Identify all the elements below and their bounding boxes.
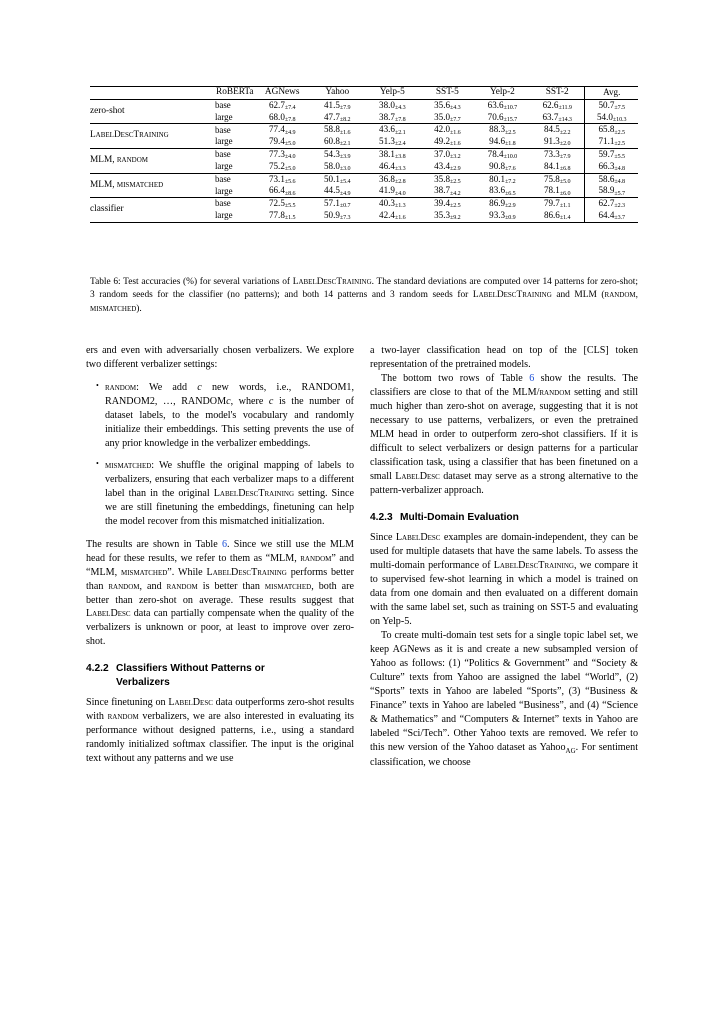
right-p4-text-b: . For sentiment classification, we choose (370, 741, 638, 769)
section-title-4-2-3: Multi-Domain Evaluation (400, 511, 519, 523)
left-p2-text-e: performs better than (86, 566, 354, 592)
table-cell-yelp2: 86.9±2.9 (475, 198, 530, 210)
table-cell-agnews: 79.4±5.0 (268, 136, 296, 148)
right-p3-text-c: , we compare it to supervised few-shot learning in which a model is trained on data from one domain and then evaluated on a different domain with the same label set, such as training on SST-5 and evaluating on Yelp-5. (370, 560, 638, 627)
table-cell-avg: 66.3±4.8 (585, 161, 638, 173)
table-cell-yahoo: 54.3±3.9 (310, 149, 365, 161)
table-cell-sst5: 49.2±1.6 (434, 136, 461, 148)
table-cell-sst2: 62.6±11.9 (530, 99, 585, 111)
table-cell-sst2: 73.3±7.9 (530, 149, 585, 161)
table-cell-yelp2: 70.6±15.7 (487, 111, 518, 123)
table-cell-sst2: 84.5±2.2 (530, 124, 585, 136)
table-cell-agnews: 73.1±5.6 (255, 173, 310, 185)
right-paragraph-2 (370, 372, 638, 498)
table-cell-model-size: large (214, 111, 233, 122)
section-title-4-2-2-line1: Classifiers Without Patterns or (116, 663, 265, 675)
right-p3-text-b: examples are domain-independent, they can be used for multiple datasets that have the same labels. To assess the multi-domain performance of (370, 532, 638, 572)
left-paragraph-2 (86, 538, 354, 650)
bullet-1-text-b: new words, i.e., RANDOM1, RANDOM2, …, RANDOM (105, 381, 354, 407)
table-cell-yelp5: 38.1±3.8 (365, 149, 420, 161)
results-table-container (90, 86, 638, 223)
body-column-right (370, 344, 638, 770)
table-cell-model-size: base (215, 198, 255, 210)
table-cell-yelp2: 80.1±7.2 (475, 173, 530, 185)
table-row (90, 149, 638, 161)
table-header-yelp2: Yelp-2 (475, 87, 530, 100)
table-cell-sst5: 38.7±4.2 (434, 185, 461, 197)
table-cell-avg: 65.8±2.5 (585, 124, 638, 136)
right-p2-text-a: The bottom two rows of Table (381, 372, 530, 384)
table-cell-sst5: 35.0±7.7 (434, 111, 461, 123)
left-p2-text-i: data can partially compensate when the quality of the verbalizers is unknown or poor, at least to improve over zero-shot. (86, 608, 354, 648)
table-row (90, 198, 638, 210)
right-p4-text-a: To create multi-domain test sets for a single topic label set, we keep AGNews as it is and create a new subsampled version of Yahoo as follows: (1) “Politics & Government” and “Society & Culture” texts from Yahoo are assigned the label “World”, (2) “Sports” texts in Yahoo are labeled “Sports”, (3) “Business & Finance” texts in Yahoo are labeled “Business”, and (4) “Science & Mathematics” and “Computers & Internet” texts in Yahoo are labeled “Sci/Tech”. Other Yahoo texts are removed. We refer to this new version of the Yahoo dataset as Yahoo (370, 629, 638, 753)
section-heading-4-2-2 (86, 662, 354, 689)
table-cell-yelp2: 90.8±7.6 (489, 160, 516, 173)
table-cell-model-size: large (214, 161, 233, 172)
right-p4-subscript: AG (565, 746, 576, 755)
bullet-1-var-c3: c (268, 395, 274, 407)
table-cell-yahoo: 60.8±2.1 (324, 136, 351, 148)
table-header-sst2: SST-2 (530, 87, 585, 100)
table-cell-yelp5: 40.3±1.3 (365, 198, 420, 210)
table-cell-model-size: large (214, 136, 233, 147)
table-cell-model-size: base (215, 149, 255, 161)
table-cell-yelp5: 51.3±2.4 (379, 136, 406, 148)
table-cell-agnews: 68.0±7.8 (268, 111, 296, 123)
table-cell-sst5: 43.4±2.9 (434, 160, 461, 173)
table-cell-model-size: large (214, 210, 233, 221)
bullet-2-term: mismatched (105, 459, 152, 471)
table-cell-agnews: 62.7±7.4 (255, 99, 310, 111)
table-row-label: LabelDescTraining (90, 124, 215, 149)
table-header-empty (90, 87, 215, 100)
results-table (90, 86, 638, 223)
table-cell-yelp2: 94.6±1.8 (489, 136, 516, 148)
section-heading-4-2-3 (370, 511, 638, 524)
caption-smallcaps-1: LabelDescTraining (292, 277, 372, 287)
table-cell-model-size: base (215, 124, 255, 136)
right-p3-text-a: Since (370, 532, 396, 544)
right-paragraph-1: a two-layer classification head on top of the [CLS] token representation of the pretrained models. (370, 345, 638, 370)
table-row-label: MLM, mismatched (90, 173, 215, 198)
bullet-1-text-d: is the number of dataset labels, to the model's vocabulary and randomly initialize their embeddings. This setting prevents the use of any prior knowledge in the verbalizer embeddings. (105, 395, 355, 449)
table-cell-yelp2: 83.6±6.5 (489, 185, 516, 197)
table-cell-sst2: 78.1±6.0 (543, 185, 571, 197)
table-cell-avg: 62.7±2.3 (585, 198, 638, 210)
table-cell-model-size: base (215, 99, 255, 111)
left-p3-sc-1: LabelDesc (168, 697, 213, 709)
table-cell-yahoo: 47.7±8.2 (324, 111, 351, 123)
table-bottom-rule (90, 222, 638, 223)
table-row (90, 99, 638, 111)
table-cell-yelp2: 63.6±10.7 (475, 99, 530, 111)
table-cell-agnews: 77.8±1.5 (268, 210, 296, 222)
left-p3-text-a: Since finetuning on (86, 697, 169, 709)
bullet-2-text-a: : We shuffle the original mapping of labels to verbalizers, ensuring that each verbalizer maps to a different label than in the original (105, 459, 354, 499)
table-cell-sst5: 42.0±1.6 (420, 124, 475, 136)
right-p3-sc-1: LabelDesc (395, 532, 441, 544)
table-cell-sst2: 86.6±1.4 (543, 210, 571, 222)
left-p3-sc-2: random (107, 711, 139, 723)
bullet-1-text-c: , where (230, 395, 269, 407)
caption-text-2: . The standard deviations are computed over 14 patterns for zero-shot; 3 random seeds for the classifier (no patterns); and both 14 patterns and 3 random seeds for (90, 277, 638, 301)
table-cell-sst2: 84.1±6.8 (543, 160, 571, 173)
left-p2-text-f: , and (139, 580, 167, 592)
results-table-body (90, 87, 638, 223)
table-cell-yahoo: 50.9±7.3 (324, 210, 351, 222)
bullet-2-text-b: setting. Since we are still finetuning the embeddings, finetuning can help the model recover from this mismatched initialization. (105, 487, 354, 527)
right-p3-sc-2: LabelDescTraining (493, 560, 574, 572)
caption-text-4: ). (136, 303, 142, 314)
table-header-model: RoBERTa (215, 87, 255, 100)
table-cell-sst2: 63.7±14.3 (542, 111, 572, 123)
table-cell-yahoo: 44.5±4.9 (324, 185, 351, 197)
table-cell-yelp5: 43.6±2.1 (365, 124, 420, 136)
section-number-4-2-3: 4.2.3 (370, 511, 393, 523)
left-p2-sc-7: LabelDesc (86, 608, 131, 620)
right-p2-text-b: show the results. The classifiers are close to that of the MLM/ (370, 372, 639, 398)
bullet-1-var-c2: c (226, 395, 231, 407)
table-cell-yelp5: 42.4±1.6 (379, 210, 406, 222)
table-cell-sst5: 35.3±9.2 (434, 210, 461, 222)
right-p2-text-d: dataset may serve as a strong alternative to the pattern-verbalizer approach. (370, 470, 638, 496)
right-paragraph-4 (370, 629, 638, 770)
table-cell-avg: 54.0±10.3 (585, 112, 638, 124)
right-paragraph-3 (370, 531, 638, 629)
caption-text-3: and MLM ( (551, 290, 605, 301)
table-cell-sst5: 39.4±2.5 (420, 198, 475, 210)
table-header-agnews: AGNews (255, 87, 310, 100)
left-p2-text-g: is better than (197, 580, 265, 592)
left-p2-sc-4: random (108, 580, 140, 592)
table-row (90, 124, 638, 136)
section-number-4-2-2: 4.2.2 (86, 663, 109, 675)
left-p2-text-h: , both are better than zero-shot on average. These results suggest that (86, 580, 354, 606)
left-p2-sc-6: mismatched (264, 580, 312, 592)
caption-smallcaps-3: random, mismatched (90, 290, 638, 314)
table-cell-yelp2: 88.3±2.5 (475, 124, 530, 136)
table-cell-avg: 58.9±5.7 (585, 185, 638, 197)
table-cell-yelp5: 41.9±4.0 (379, 185, 406, 197)
table-cell-avg: 64.4±3.7 (585, 210, 638, 222)
table-row (90, 173, 638, 185)
table-row-label: zero-shot (90, 99, 215, 124)
left-p2-text-d: ”. While (167, 566, 207, 578)
table-header-sst5: SST-5 (420, 87, 475, 100)
table-cell-yahoo: 57.1±0.7 (310, 198, 365, 210)
table-cell-sst5: 35.6±4.3 (420, 99, 475, 111)
table-cell-yelp5: 38.0±4.3 (365, 99, 420, 111)
table-header-yelp5: Yelp-5 (365, 87, 420, 100)
left-p2-text-b: . Since we still use the MLM head for these results, we refer to them as “MLM, (86, 538, 355, 564)
table-cell-agnews: 75.2±5.0 (268, 160, 296, 173)
bullet-2-smallcaps-1: LabelDescTraining (213, 487, 295, 499)
right-p2-sc-1: random (539, 386, 571, 398)
table-row-label: MLM, random (90, 149, 215, 174)
bullet-1-text-a: : We add (136, 381, 198, 393)
table-header-row (90, 87, 638, 100)
table-caption (90, 276, 638, 316)
verbalizer-settings-list (86, 381, 354, 529)
table-row-label: classifier (90, 198, 215, 223)
table-cell-avg: 50.7±7.5 (585, 99, 638, 111)
left-p2-sc-1: random (300, 552, 332, 564)
bullet-1-term: random (105, 381, 137, 393)
left-p2-text-a: The results are shown in Table (86, 538, 222, 550)
body-column-left (86, 344, 354, 766)
table-cell-avg: 58.6±4.8 (585, 173, 638, 185)
caption-label: Table 6: (90, 277, 121, 287)
table-header-yahoo: Yahoo (310, 87, 365, 100)
bullet-1-var-c1: c (197, 381, 202, 393)
table-cell-sst2: 91.3±2.0 (543, 136, 571, 148)
table-cell-sst2: 75.8±5.0 (530, 173, 585, 185)
section-title-4-2-2-line2: Verbalizers (116, 676, 170, 688)
left-p2-sc-2: mismatched (121, 566, 168, 578)
left-paragraph-3 (86, 696, 354, 766)
caption-text-1: Test accuracies (%) for several variations of (120, 277, 293, 287)
list-item-mismatched (96, 459, 354, 529)
table-cell-yahoo: 58.0±3.0 (324, 160, 351, 173)
table-6-reference-link[interactable]: 6 (221, 538, 227, 550)
table-cell-yelp5: 46.4±3.3 (379, 160, 406, 173)
left-p3-text-c: verbalizers, we are also interested in evaluating its performance without designed patterns, i.e., using a standard randomly initialized softmax classifier. The input is the original text without any patterns and we use (86, 711, 354, 765)
table-header-avg: Avg. (585, 87, 638, 100)
table-cell-agnews: 72.5±5.5 (255, 198, 310, 210)
right-p2-sc-2: LabelDesc (395, 470, 440, 482)
table-cell-sst2: 79.7±1.1 (530, 198, 585, 210)
table-cell-agnews: 77.4±4.9 (255, 124, 310, 136)
table-cell-agnews: 77.3±4.0 (255, 149, 310, 161)
table-cell-model-size: base (215, 173, 255, 185)
left-p2-text-c: ” and “MLM, (86, 552, 354, 578)
table-cell-yahoo: 50.1±5.4 (310, 173, 365, 185)
left-p2-sc-3: LabelDescTraining (206, 566, 287, 578)
table-cell-avg: 71.1±2.5 (585, 136, 638, 148)
table-cell-yelp5: 36.8±2.8 (365, 173, 420, 185)
table-cell-yelp2: 93.3±0.9 (489, 210, 516, 222)
table-cell-avg: 59.7±5.5 (585, 149, 638, 161)
table-cell-sst5: 37.0±3.2 (420, 149, 475, 161)
left-paragraph-1: ers and even with adversarially chosen verbalizers. We explore two different verbalizer settings: (86, 345, 354, 370)
right-p2-text-c: setting and still much higher than zero-shot on average, suggesting that it is not necessary to use patterns, verbalizers, or even the pretrained MLM head in order to outperform zero-shot classifiers. If it is difficult to select verbalizers or design patterns for a particular classification task, using a classifier that has been finetuned on a small (370, 386, 638, 482)
left-p2-sc-5: random (166, 580, 198, 592)
table-cell-model-size: large (214, 185, 233, 196)
left-p3-text-b: data outperforms zero-shot results with (86, 697, 355, 723)
table-cell-yahoo: 58.8±1.6 (310, 124, 365, 136)
table-cell-sst5: 35.8±2.5 (420, 173, 475, 185)
table-cell-agnews: 66.4±8.6 (268, 185, 296, 197)
table-cell-yelp5: 38.7±7.8 (379, 111, 406, 123)
table-6-reference-link-right[interactable]: 6 (529, 372, 535, 384)
caption-smallcaps-2: LabelDescTraining (472, 290, 552, 301)
list-item-random (96, 381, 354, 451)
table-cell-yahoo: 41.5±7.9 (310, 99, 365, 111)
table-cell-yelp2: 78.4±10.0 (475, 149, 530, 161)
